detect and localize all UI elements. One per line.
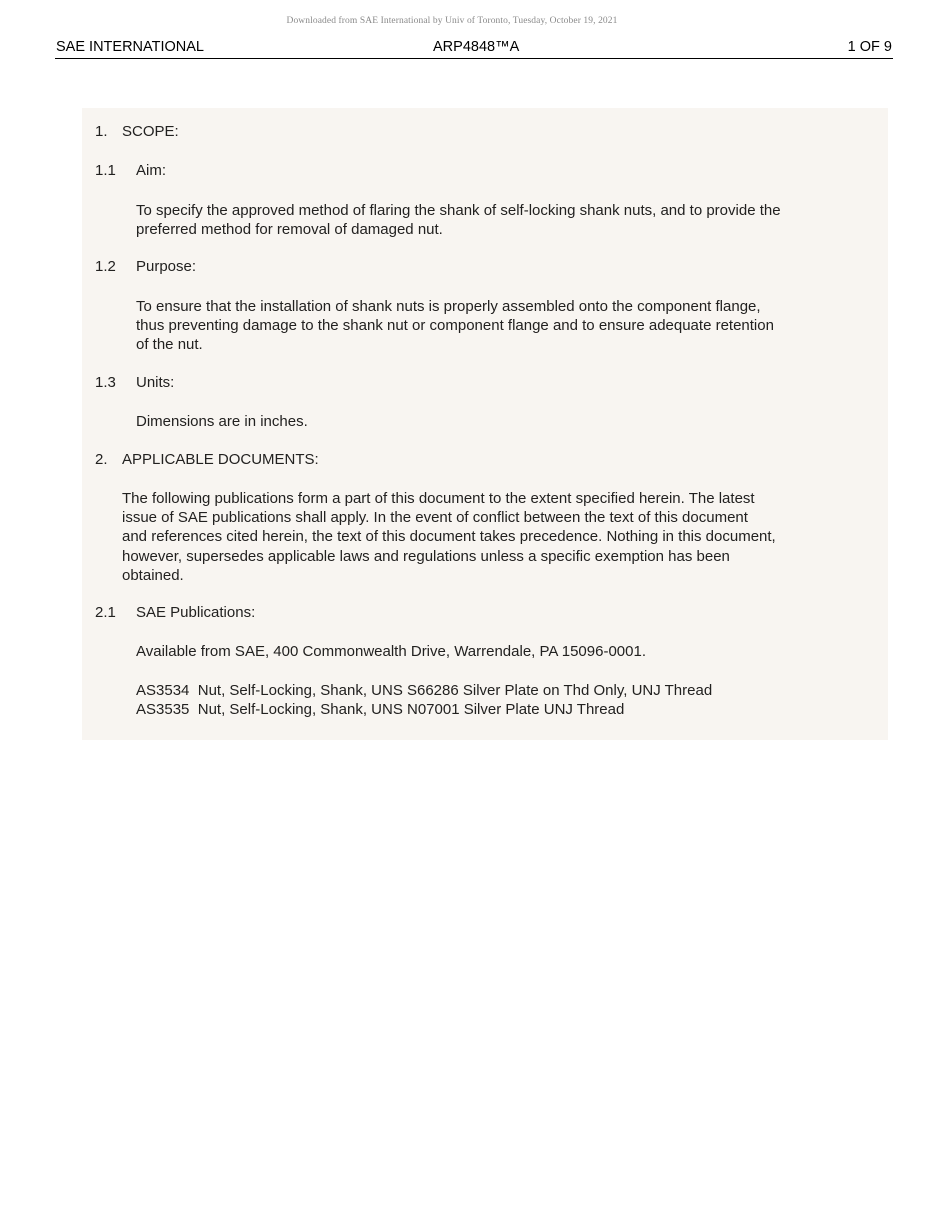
paragraph-line: Available from SAE, 400 Commonwealth Drive, Warrendale, PA 15096-0001. (136, 643, 646, 660)
page-header (55, 38, 893, 59)
reference-title: Nut, Self-Locking, Shank, UNS N07001 Silver Plate UNJ Thread (197, 701, 625, 719)
reference-code: AS3534 (136, 682, 190, 699)
section-1-1-paragraph (136, 201, 781, 239)
section-title: SCOPE: (122, 123, 179, 140)
reference-code: AS3535 (136, 701, 190, 719)
publisher-name: SAE INTERNATIONAL (56, 39, 204, 55)
paragraph-line: thus preventing damage to the shank nut or component flange and to ensure adequate retention (136, 317, 774, 335)
reference-list (136, 681, 712, 719)
document-number: ARP4848™A (433, 39, 520, 55)
section-title: Units: (136, 374, 175, 391)
section-1-2-paragraph (136, 297, 774, 355)
download-note: Downloaded from SAE International by Univ of Toronto, Tuesday, October 19, 2021 (286, 16, 618, 26)
paragraph-line: preferred method for removal of damaged nut. (136, 221, 443, 239)
section-2-1-availability (136, 642, 646, 661)
paragraph-line: Dimensions are in inches. (136, 413, 308, 430)
section-number: 1. (95, 123, 108, 140)
paragraph-line: The following publications form a part of this document to the extent specified herein. The latest (122, 490, 755, 507)
reference-item (136, 681, 712, 700)
paragraph-line: To specify the approved method of flaring the shank of self-locking shank nuts, and to provide the (136, 202, 781, 219)
section-number: 1.2 (95, 258, 116, 275)
section-title: Aim: (136, 162, 166, 179)
paragraph-line: To ensure that the installation of shank nuts is properly assembled onto the component flange, (136, 298, 761, 315)
section-number: 2. (95, 451, 108, 468)
section-number: 1.3 (95, 374, 116, 391)
page-number: 1 OF 9 (847, 39, 892, 55)
section-number: 1.1 (95, 162, 116, 179)
paragraph-line: and references cited herein, the text of this document takes precedence. Nothing in this document, (122, 528, 776, 546)
section-2-paragraph (122, 489, 776, 585)
paragraph-line: issue of SAE publications shall apply. In the event of conflict between the text of this document (122, 509, 748, 527)
section-1-3-paragraph (136, 412, 308, 431)
paragraph-line: obtained. (122, 566, 184, 584)
reference-item (136, 700, 712, 719)
paragraph-line: of the nut. (136, 336, 203, 354)
section-number: 2.1 (95, 604, 116, 621)
reference-title: Nut, Self-Locking, Shank, UNS S66286 Silver Plate on Thd Only, UNJ Thread (197, 682, 713, 699)
section-title: SAE Publications: (136, 604, 256, 621)
paragraph-line: however, supersedes applicable laws and regulations unless a specific exemption has been (122, 547, 730, 565)
section-title: Purpose: (136, 258, 197, 275)
section-title: APPLICABLE DOCUMENTS: (122, 451, 319, 468)
